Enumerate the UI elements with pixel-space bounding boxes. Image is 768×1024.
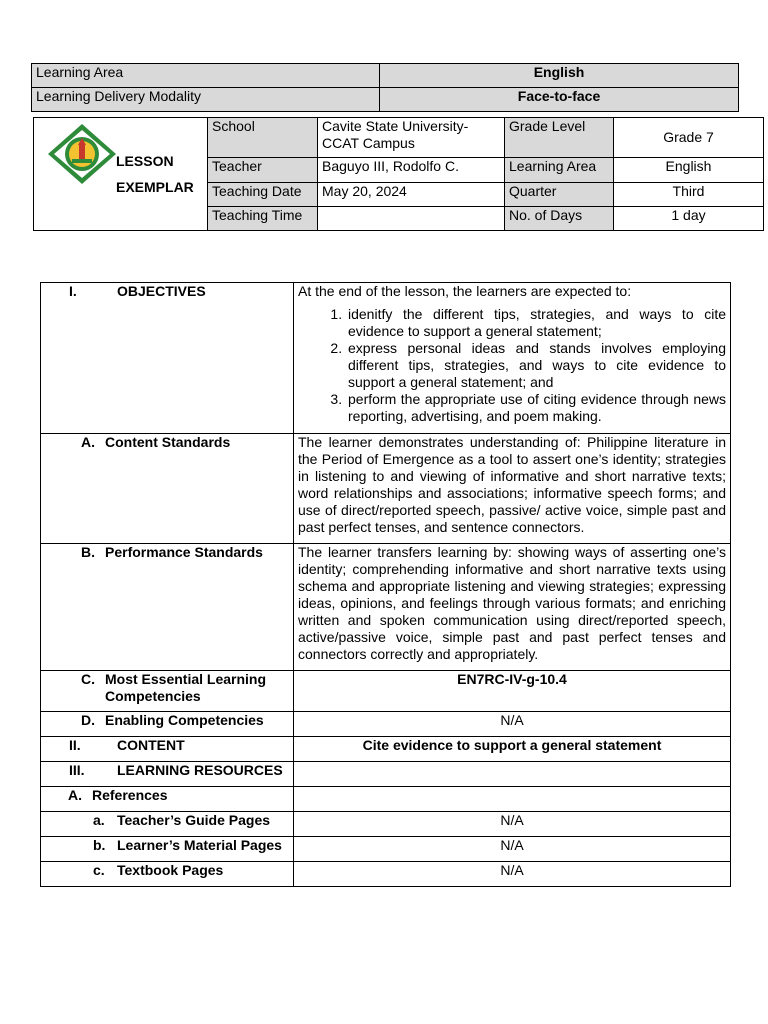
header-learning-area-value: English: [614, 158, 764, 182]
content-standards-row: [41, 434, 731, 544]
teachers-guide-label: a. Teacher’s Guide Pages: [41, 812, 294, 837]
no-of-days-label: No. of Days: [505, 206, 614, 230]
teachers-guide-row: [41, 812, 731, 837]
grade-level-value: Grade 7: [614, 118, 764, 158]
content-row: [41, 737, 731, 762]
enabling-label: D. Enabling Competencies: [41, 712, 294, 737]
learning-area-row: [32, 64, 739, 88]
school-value: Cavite State University- CCAT Campus: [318, 118, 505, 158]
content-standards-label: A. Content Standards: [41, 434, 294, 544]
teaching-time-label: Teaching Time: [208, 206, 318, 230]
textbook-label: c. Textbook Pages: [41, 862, 294, 887]
modality-row: [32, 88, 739, 112]
objective-item: 1. idenitfy the different tips, strategies, and ways to cite evidence to support a general statement;: [346, 306, 726, 340]
objectives-body: [294, 283, 731, 434]
enabling-value: N/A: [294, 712, 731, 737]
learners-material-row: [41, 837, 731, 862]
modality-label: Learning Delivery Modality: [32, 88, 380, 112]
objective-item: 3. perform the appropriate use of citing evidence through news reporting, advertising, and poem making.: [346, 391, 726, 425]
teaching-time-value: [318, 206, 505, 230]
performance-standards-text: The learner transfers learning by: showing ways of asserting one’s identity; comprehending informative and short narrative texts using schema and appropriate listening and viewing strategies; expressing ideas, opinions, and feelings through various formats; and enriching written and spoken communication using direct/reported speech, active/passive voice, simple past and past perfect tenses and connectors correctly and appropriately.: [294, 544, 731, 671]
school-label: School: [208, 118, 318, 158]
performance-standards-label: B. Performance Standards: [41, 544, 294, 671]
teachers-guide-value: N/A: [294, 812, 731, 837]
teaching-date-value: May 20, 2024: [318, 182, 505, 206]
lesson-exemplar-title: LESSON EXEMPLAR: [116, 153, 194, 195]
references-label: A. References: [41, 787, 294, 812]
learners-material-label: b. Learner’s Material Pages: [41, 837, 294, 862]
references-value: [294, 787, 731, 812]
quarter-label: Quarter: [505, 182, 614, 206]
performance-standards-row: [41, 544, 731, 671]
objectives-row: [41, 283, 731, 434]
teacher-value: Baguyo III, Rodolfo C.: [318, 158, 505, 182]
objectives-heading: I. OBJECTIVES: [41, 283, 294, 434]
objective-item: 2. express personal ideas and stands involves employing different tips, strategies, and ways to cite evidence to support a general statement; and: [346, 340, 726, 391]
learning-area-label: Learning Area: [32, 64, 380, 88]
no-of-days-value: 1 day: [614, 206, 764, 230]
textbook-value: N/A: [294, 862, 731, 887]
objectives-list: [298, 306, 726, 425]
resources-row: [41, 762, 731, 787]
references-row: [41, 787, 731, 812]
header-learning-area-label: Learning Area: [505, 158, 614, 182]
school-seal-icon: [46, 122, 118, 186]
grade-level-label: Grade Level: [505, 118, 614, 158]
textbook-row: [41, 862, 731, 887]
teaching-date-label: Teaching Date: [208, 182, 318, 206]
modality-value: Face-to-face: [380, 88, 739, 112]
objectives-intro: At the end of the lesson, the learners are expected to:: [298, 283, 632, 299]
melc-row: [41, 671, 731, 712]
lesson-header-table: [33, 117, 764, 231]
content-standards-text: The learner demonstrates understanding of: Philippine literature in the Period of Emergence as a tool to assert one’s identity; strategies in listening to and viewing of informative and short narrative texts; word relationships and associations; informative speech forms; and use of direct/reported speech, passive/ active voice, simple past and past perfect tenses, and sentence connectors.: [294, 434, 731, 544]
learning-info-table: [31, 63, 739, 112]
resources-heading: III. LEARNING RESOURCES: [41, 762, 294, 787]
teacher-label: Teacher: [208, 158, 318, 182]
learners-material-value: N/A: [294, 837, 731, 862]
lesson-plan-table: [40, 282, 731, 887]
logo-cell: [34, 118, 208, 231]
quarter-value: Third: [614, 182, 764, 206]
melc-code: EN7RC-IV-g-10.4: [294, 671, 731, 712]
learning-area-value: English: [380, 64, 739, 88]
content-heading: II. CONTENT: [41, 737, 294, 762]
enabling-row: [41, 712, 731, 737]
melc-label: C. Most Essential Learning Competencies: [41, 671, 294, 712]
content-value: Cite evidence to support a general statement: [294, 737, 731, 762]
resources-value: [294, 762, 731, 787]
